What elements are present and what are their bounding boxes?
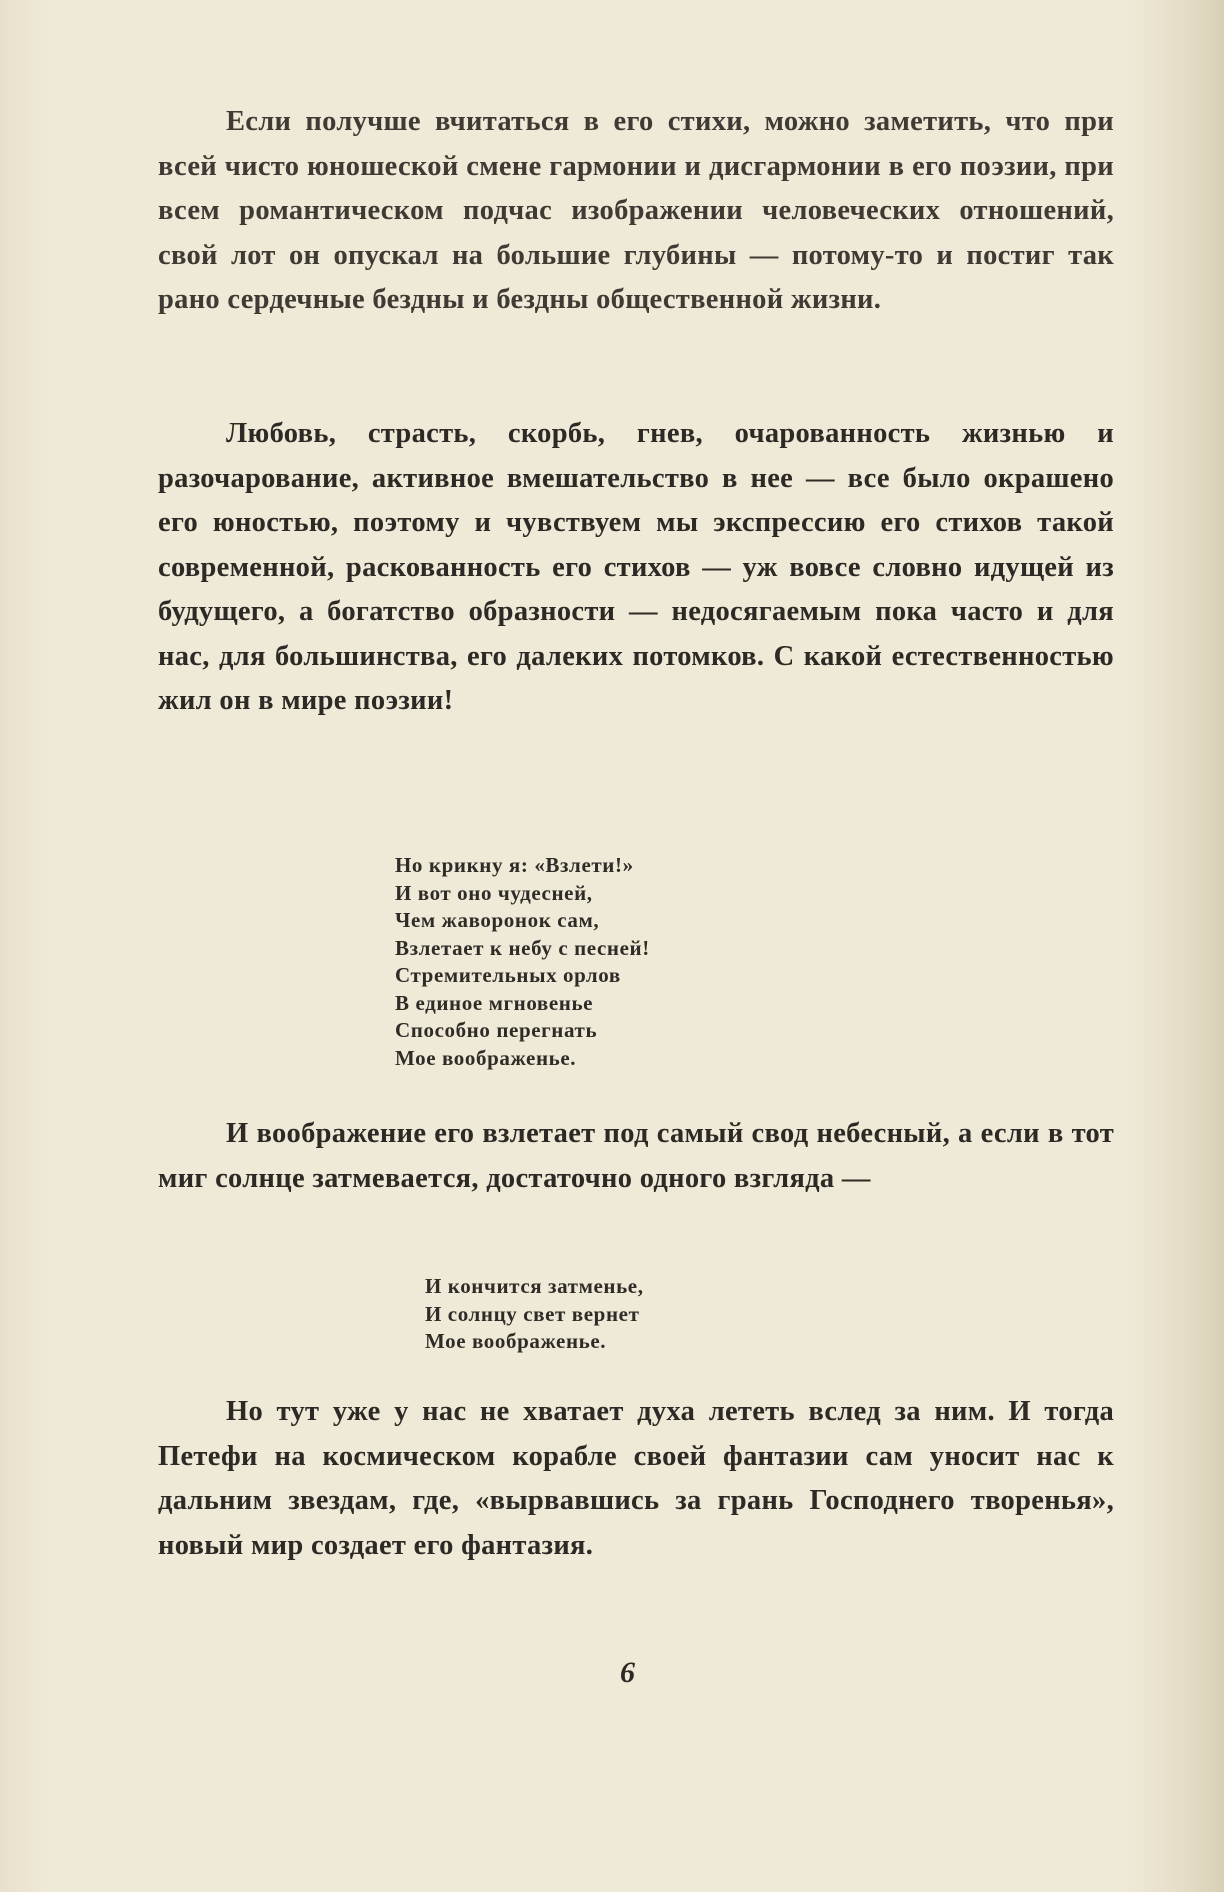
verse-line: В единое мгновенье [395, 990, 594, 1015]
verse-line: Чем жаворонок сам, [395, 908, 600, 932]
verse-line: Способно перегнать [395, 1018, 598, 1042]
paragraph-text: Но тут уже у нас не хватает духа лететь вслед за ним. И тогда Петефи на космическом корабле своей фантазии сам уносит нас к дальним звездам, где, «вырвавшись за грань Господнего творенья», новый мир создает его фантазия. [158, 1396, 1114, 1561]
poem-quote-2 [425, 1273, 644, 1356]
page-number: 6 [620, 1656, 635, 1689]
verse-line: Стремительных орлов [395, 963, 621, 987]
poem-quote-1 [395, 852, 650, 1072]
paragraph-text: И воображение его взлетает под самый свод небесный, а если в тот миг солнце затмевается, достаточно одного взгляда — [158, 1118, 1114, 1194]
verse-line: И солнцу свет вернет [425, 1301, 640, 1326]
paragraph-text: Любовь, страсть, скорбь, гнев, очарованность жизнью и разочарование, активное вмешательство в нее — все было окрашено его юностью, поэтому и чувствуем мы экспрессию его стихов такой современной, раскованность его стихов — уж вовсе словно идущей из будущего, а богатство образности — недосягаемым пока часто и для нас, для большинства, его далеких потомков. С какой естественностью жил он в мире поэзии! [158, 418, 1114, 716]
paragraph-4 [158, 1390, 1114, 1568]
verse-line: И вот оно чудесней, [395, 880, 593, 905]
paragraph-3 [158, 1112, 1114, 1201]
paragraph-2 [158, 412, 1114, 724]
verse-line: Мое воображенье. [395, 1045, 577, 1070]
paragraph-1 [158, 100, 1114, 323]
verse-line: Мое воображенье. [425, 1329, 607, 1353]
verse-line: И кончится затменье, [425, 1274, 644, 1298]
verse-line: Взлетает к небу с песней! [395, 935, 650, 960]
verse-line: Но крикну я: «Взлети!» [395, 853, 634, 877]
paragraph-text: Если получше вчитаться в его стихи, можно заметить, что при всей чисто юношеской смене гармонии и дисгармонии в его поэзии, при всем романтическом подчас изображении человеческих отношений, свой лот он опускал на большие глубины — потому-то и постиг так рано сердечные бездны и бездны общественной жизни. [158, 106, 1114, 315]
